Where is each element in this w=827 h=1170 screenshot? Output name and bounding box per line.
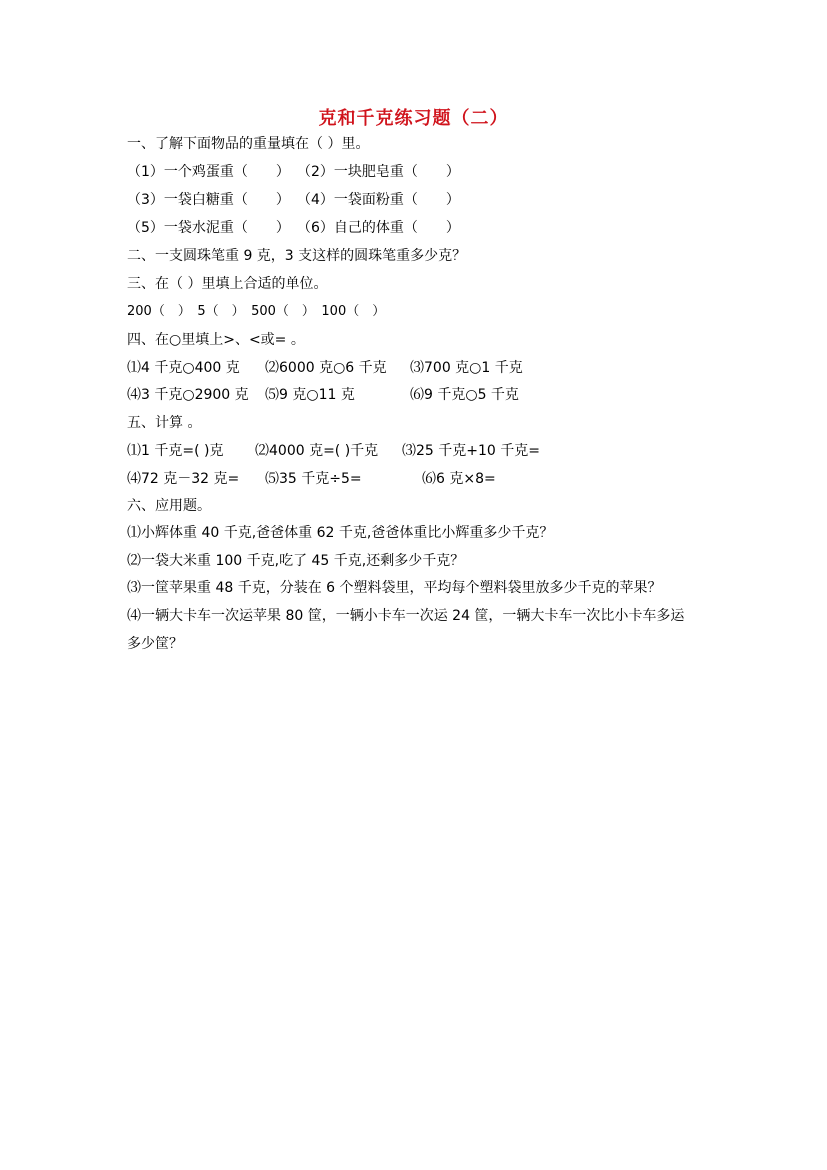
section-6-problem-4: ⑷一辆大卡车一次运苹果 80 筐，一辆小卡车一次运 24 筐，一辆大卡车一次比小卡车多运 (127, 608, 685, 624)
section-5-item-2: ⑵4000 克=( )千克 (255, 443, 379, 459)
section-5-item-3: ⑶25 千克+10 千克= (402, 443, 540, 459)
section-6-problem-2: ⑵一袋大米重 100 千克,吃了 45 千克,还剩多少千克？ (127, 553, 465, 569)
section-6-heading: 六、应用题。 (127, 498, 211, 514)
section-4-item-3: ⑶700 克○1 千克 (410, 360, 523, 376)
section-6-problem-4-continued: 多少筐？ (127, 636, 183, 652)
section-1-item-4: （4）一袋面粉重（ ） (297, 192, 460, 208)
section-1-item-5: （5）一袋水泥重（ ） (127, 220, 290, 236)
section-1-row-1 (127, 162, 487, 182)
section-1-row-3 (127, 218, 487, 238)
section-4-item-2: ⑵6000 克○6 千克 (265, 360, 387, 376)
section-4-item-5: ⑸9 克○11 克 (265, 387, 355, 403)
section-5-row-2 (127, 469, 547, 489)
section-5-heading: 五、计算 。 (127, 415, 202, 431)
section-4-item-1: ⑴4 千克○400 克 (127, 360, 240, 376)
section-1-item-6: （6）自己的体重（ ） (297, 220, 460, 236)
section-5-item-6: ⑹6 克×8= (422, 471, 496, 487)
section-4-row-2 (127, 385, 547, 405)
section-1-item-3: （3）一袋白糖重（ ） (127, 192, 290, 208)
section-5-item-1: ⑴1 千克=( )克 (127, 443, 224, 459)
section-4-row-1 (127, 358, 547, 378)
section-4-item-4: ⑷3 千克○2900 克 (127, 387, 249, 403)
section-3-heading: 三、在（ ）里填上合适的单位。 (127, 276, 328, 292)
section-6-problem-3: ⑶一筐苹果重 48 千克，分装在 6 个塑料袋里，平均每个塑料袋里放多少千克的苹果？ (127, 580, 662, 596)
section-1-item-2: （2）一块肥皂重（ ） (297, 164, 460, 180)
section-5-row-1 (127, 441, 547, 461)
section-1-heading: 一、了解下面物品的重量填在（ ）里。 (127, 136, 370, 152)
section-1-item-1: （1）一个鸡蛋重（ ） (127, 164, 290, 180)
section-4-item-6: ⑹9 千克○5 千克 (410, 387, 519, 403)
page-title: 克和千克练习题（二） (318, 108, 509, 129)
section-4-heading: 四、在○里填上>、<或= 。 (127, 332, 305, 348)
section-1-row-2 (127, 190, 487, 210)
section-2-heading: 二、一支圆珠笔重 9 克，3 支这样的圆珠笔重多少克？ (127, 248, 467, 264)
section-5-item-5: ⑸35 千克÷5= (265, 471, 362, 487)
section-5-item-4: ⑷72 克－32 克= (127, 471, 240, 487)
section-3-units-line: 200（ ） 5（ ） 500（ ） 100（ ） (127, 304, 386, 319)
section-6-problem-1: ⑴小辉体重 40 千克,爸爸体重 62 千克,爸爸体重比小辉重多少千克？ (127, 525, 554, 541)
